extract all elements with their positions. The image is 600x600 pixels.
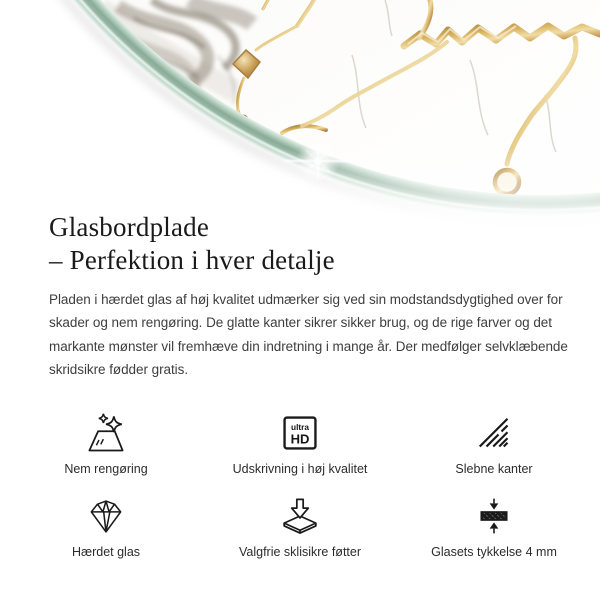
feature-label: Hærdet glas — [71, 545, 141, 559]
feature-label: Slebne kanter — [455, 462, 533, 476]
page-title — [49, 211, 335, 276]
feature-label: Glasets tykkelse 4 mm — [431, 545, 557, 559]
glass-tabletop-image — [0, 0, 600, 240]
description-line: Pladen i hærdet glas af høj kvalitet udmærker sig ved sin modstandsdygtighed over for — [49, 292, 563, 307]
feature-label: Nem rengøring — [64, 462, 148, 476]
feature-grid — [9, 412, 591, 560]
polished-edges-icon — [476, 415, 512, 451]
description-line: skader og nem rengøring. De glatte kanter sikrer sikker brug, og de rige farver og det — [49, 315, 552, 331]
feature-item — [203, 412, 397, 477]
page-title-line1: Glasbordplade — [49, 212, 210, 242]
feature-item — [9, 495, 203, 560]
glass-thickness-icon — [475, 497, 513, 535]
anti-slip-feet-icon — [279, 497, 321, 535]
description-line: skridsikre fødder gratis. — [49, 361, 189, 377]
feature-item — [203, 495, 397, 560]
feature-item — [9, 412, 203, 477]
easy-cleaning-icon — [84, 412, 128, 454]
feature-row-1 — [9, 412, 591, 477]
ultra-hd-icon — [281, 414, 319, 452]
ultra-hd-icon-text-bottom: HD — [290, 431, 310, 447]
feature-item — [397, 495, 591, 560]
description-line: markante mønster vil fremhæve din indretning i mange år. Der medfølger selvklæbende — [49, 338, 568, 354]
ultra-hd-icon-text-top: ultra — [291, 422, 309, 433]
feature-row-2 — [9, 495, 591, 560]
product-photo — [0, 0, 600, 240]
tempered-glass-icon — [86, 498, 126, 535]
feature-item — [397, 412, 591, 477]
page-title-line2: – Perfektion i hver detalje — [49, 244, 335, 275]
feature-label: Udskrivning i høj kvalitet — [232, 462, 368, 476]
feature-label: Valgfrie sklisikre føtter — [238, 545, 361, 559]
product-description — [49, 288, 589, 381]
